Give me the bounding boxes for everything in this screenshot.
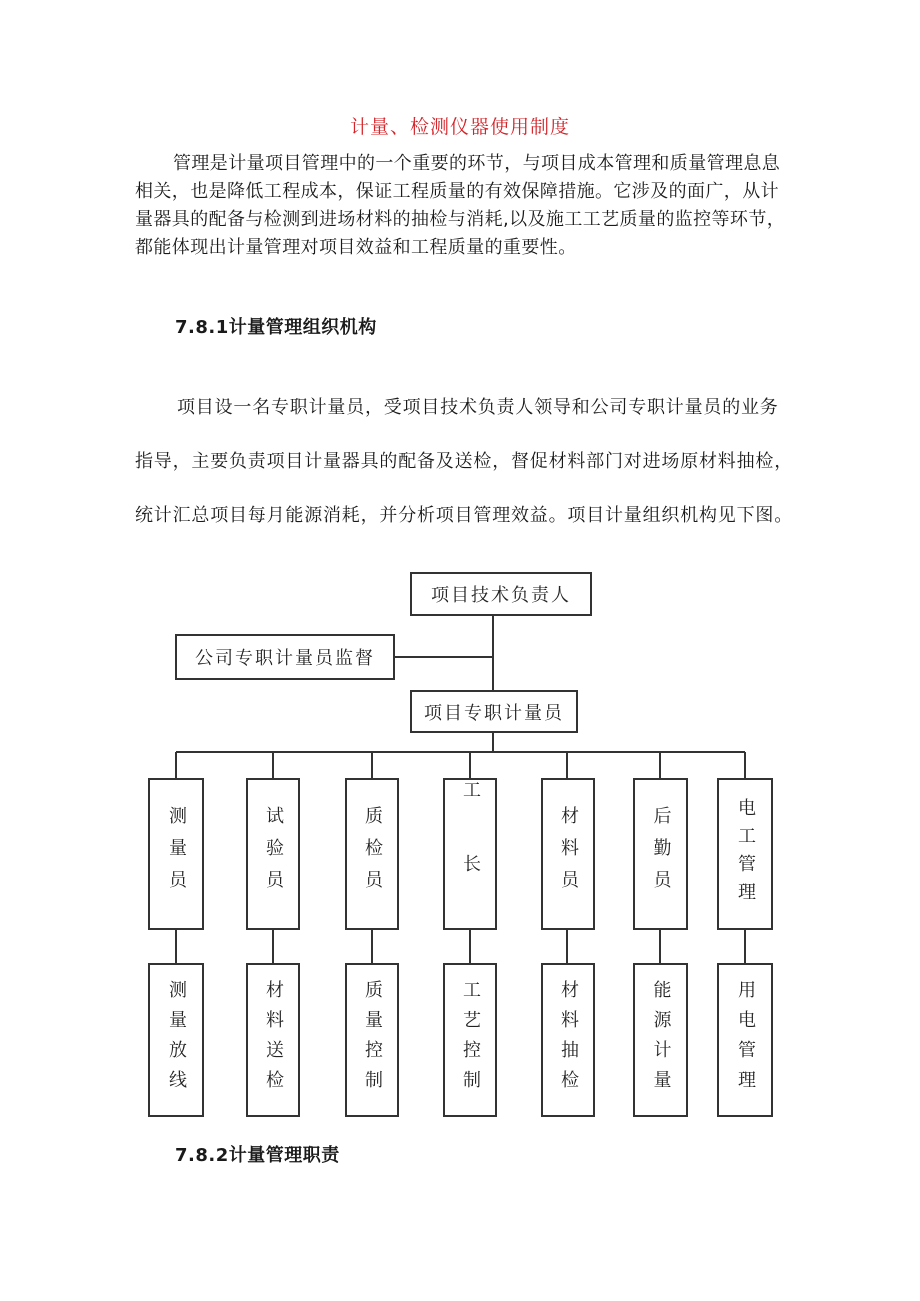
org-box-duty-process-control: 工艺控制 [443,963,497,1117]
section-heading-duties: 7.8.2计量管理职责 [175,1145,340,1166]
org-box-role-electrician: 电工管理 [717,778,773,930]
document-title: 计量、检测仪器使用制度 [349,116,570,138]
org-box-duty-material-sampling: 材料抽检 [541,963,595,1117]
org-box-technical-lead: 项目技术负责人 [410,572,592,616]
org-box-role-tester: 试验员 [246,778,300,930]
org-box-role-foreman: 工长 [443,778,497,930]
org-box-role-materials: 材料员 [541,778,595,930]
org-box-duty-energy-metering: 能源计量 [633,963,688,1117]
org-box-duty-surveying: 测量放线 [148,963,204,1117]
org-box-role-logistics: 后勤员 [633,778,688,930]
org-box-role-inspector: 质检员 [345,778,399,930]
org-box-duty-power-management: 用电管理 [717,963,773,1117]
org-box-role-surveyor: 测量员 [148,778,204,930]
org-box-duty-material-testing: 材料送检 [246,963,300,1117]
section-heading-organization: 7.8.1计量管理组织机构 [175,317,377,338]
org-box-project-metrologist: 项目专职计量员 [410,690,578,733]
org-box-company-supervisor: 公司专职计量员监督 [175,634,395,680]
section-body-organization: 项目设一名专职计量员，受项目技术负责人领导和公司专职计量员的业务指导，主要负责项目计量器具的配备及送检，督促材料部门对进场原材料抽检，统计汇总项目每月能源消耗，并分析项目管理效益。项目计量组织机构见下图。 [135,397,793,526]
intro-paragraph: 管理是计量项目管理中的一个重要的环节，与项目成本管理和质量管理息息相关，也是降低工程成本，保证工程质量的有效保障措施。它涉及的面广，从计量器具的配备与检测到进场材料的抽检与消耗,以及施工工艺质量的监控等环节，都能体现出计量管理对项目效益和工程质量的重要性。 [135,153,786,258]
org-box-duty-quality-control: 质量控制 [345,963,399,1117]
